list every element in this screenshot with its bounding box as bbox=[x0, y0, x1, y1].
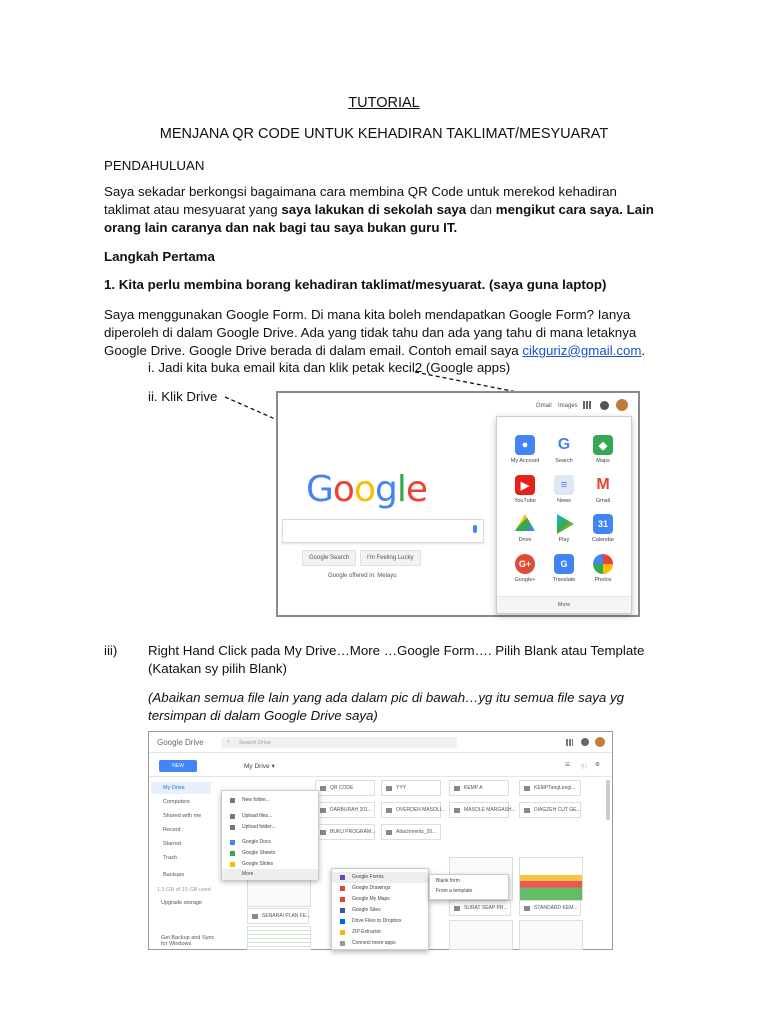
file-tile[interactable]: MASOLE MARGASH... bbox=[449, 802, 509, 818]
menu-connect-apps[interactable]: Connect more apps bbox=[332, 938, 428, 949]
drive-search-placeholder: Search Drive bbox=[239, 740, 271, 746]
file-thumbnail[interactable] bbox=[247, 926, 311, 950]
search-g-icon: G bbox=[554, 435, 574, 455]
app-maps[interactable]: ◆ Maps bbox=[583, 435, 623, 464]
app-news[interactable]: ≡ News bbox=[544, 475, 584, 504]
step1-line-2: diperoleh di dalam Google Drive. Ada yang tidak tahu dan ada yang tahu di mana letaknya bbox=[104, 325, 637, 340]
avatar[interactable] bbox=[616, 399, 628, 411]
step3-note-2: tersimpan di dalam Google Drive saya) bbox=[148, 708, 378, 723]
menu-upload-folder[interactable]: Upload folder... bbox=[222, 822, 318, 833]
upgrade-storage-link[interactable]: Upgrade storage bbox=[161, 900, 202, 906]
intro-line-3: orang lain caranya dan nak bagi tau saya bukan guru IT. bbox=[104, 220, 458, 235]
list-view-icon[interactable]: ☰ bbox=[565, 762, 570, 768]
step1-item-i: i. Jadi kita buka email kita dan klik petak kecil2 (Google apps) bbox=[148, 360, 511, 375]
apps-grid-icon[interactable] bbox=[566, 739, 573, 746]
menu-google-drawings[interactable]: Google Drawings bbox=[332, 883, 428, 894]
maps-icon: ◆ bbox=[593, 435, 613, 455]
info-icon[interactable]: ⓘ bbox=[581, 764, 587, 770]
apps-grid-icon[interactable] bbox=[583, 401, 591, 409]
intro-line-1: Saya sekadar berkongsi bagaimana cara membina QR Code untuk merekod kehadiran bbox=[104, 184, 617, 199]
app-gmail[interactable]: M Gmail bbox=[583, 475, 623, 504]
menu-zip-extractor[interactable]: ZIP Extractor bbox=[332, 927, 428, 938]
step-heading: Langkah Pertama bbox=[104, 249, 215, 264]
app-play[interactable]: Play bbox=[544, 514, 584, 543]
app-youtube[interactable]: ▶ YouTube bbox=[505, 475, 545, 504]
app-search[interactable]: G Search bbox=[555, 436, 573, 464]
sidebar-item-my-drive[interactable]: My Drive bbox=[163, 785, 185, 791]
step3-line-1: Right Hand Click pada My Drive…More …Google Form…. Pilih Blank atau Template bbox=[148, 643, 645, 658]
menu-google-sheets[interactable]: Google Sheets bbox=[222, 848, 318, 859]
more-apps-button[interactable]: More bbox=[497, 596, 631, 613]
menu-more[interactable]: More bbox=[222, 869, 318, 880]
menu-dropbox[interactable]: Drive Files to Dropbox bbox=[332, 916, 428, 927]
menu-google-forms[interactable]: Google Forms bbox=[332, 872, 428, 883]
step1-line-1: Saya menggunakan Google Form. Di mana kita boleh mendapatkan Google Form? Ianya bbox=[104, 307, 631, 322]
images-link[interactable]: Images bbox=[558, 403, 578, 409]
backup-sync-link[interactable]: Get Backup and Sync for Windows bbox=[161, 935, 215, 947]
file-tile[interactable]: KEMP A bbox=[449, 780, 509, 796]
app-calendar[interactable]: 31 Calendar bbox=[583, 514, 623, 543]
file-tile[interactable]: QR CODE bbox=[315, 780, 375, 796]
step3-line-2: (Katakan sy pilih Blank) bbox=[148, 661, 287, 676]
file-tile[interactable]: YYY bbox=[381, 780, 441, 796]
step1-line-3: Google Drive. Google Drive berada di dalam email. Contoh email saya cikguriz@gmail.com. bbox=[104, 343, 646, 358]
file-thumbnail[interactable] bbox=[519, 857, 583, 901]
file-thumbnail[interactable] bbox=[449, 920, 513, 950]
menu-blank-form[interactable]: Blank form bbox=[436, 878, 460, 884]
intro-heading: PENDAHULUAN bbox=[104, 158, 205, 173]
divider bbox=[149, 776, 612, 777]
sidebar-item-recent[interactable]: Recent bbox=[163, 827, 181, 833]
sidebar-item-computers[interactable]: Computers bbox=[163, 799, 190, 805]
menu-google-sites[interactable]: Google Sites bbox=[332, 905, 428, 916]
gmail-icon: M bbox=[593, 475, 613, 495]
app-drive[interactable]: Drive bbox=[505, 514, 545, 543]
drive-icon bbox=[515, 514, 535, 534]
app-google-plus[interactable]: G+ Google+ bbox=[505, 554, 545, 583]
file-tile[interactable]: SURAT SEAP PR... bbox=[449, 900, 511, 916]
step3-number: iii) bbox=[104, 643, 118, 658]
sidebar-item-trash[interactable]: Trash bbox=[163, 855, 177, 861]
menu-new-folder[interactable]: New folder... bbox=[222, 795, 318, 806]
settings-icon[interactable]: ⚙ bbox=[595, 762, 600, 768]
new-button[interactable]: NEW bbox=[159, 760, 197, 772]
google-plus-icon: G+ bbox=[515, 554, 535, 574]
file-tile[interactable]: KEMPTangLengi... bbox=[519, 780, 581, 796]
scrollbar[interactable] bbox=[606, 780, 610, 820]
email-link[interactable]: cikguriz@gmail.com bbox=[522, 343, 642, 358]
file-tile[interactable]: Attachments_20... bbox=[381, 824, 441, 840]
context-menu bbox=[221, 790, 319, 880]
google-search-input[interactable] bbox=[282, 519, 484, 543]
google-apps-panel bbox=[496, 416, 632, 614]
translate-icon: G bbox=[554, 554, 574, 574]
sidebar-item-backups[interactable]: Backups bbox=[163, 872, 185, 878]
menu-google-slides[interactable]: Google Slides bbox=[222, 859, 318, 870]
google-apps-screenshot bbox=[276, 391, 640, 617]
file-thumbnail[interactable] bbox=[519, 920, 583, 950]
storage-usage: 1.3 GB of 15 GB used bbox=[157, 887, 211, 893]
more-submenu bbox=[331, 868, 429, 950]
sidebar-item-starred[interactable]: Starred bbox=[163, 841, 182, 847]
youtube-icon: ▶ bbox=[515, 475, 535, 495]
menu-google-docs[interactable]: Google Docs bbox=[222, 837, 318, 848]
my-account-icon: ● bbox=[515, 435, 535, 455]
microphone-icon[interactable] bbox=[473, 525, 477, 533]
gmail-link[interactable]: Gmail bbox=[536, 403, 552, 409]
calendar-icon: 31 bbox=[593, 514, 613, 534]
google-search-button[interactable]: Google Search bbox=[302, 550, 356, 566]
app-photos[interactable]: Photos bbox=[583, 554, 623, 583]
page-title: TUTORIAL bbox=[348, 95, 420, 111]
forms-submenu bbox=[429, 874, 509, 900]
file-tile[interactable]: DIAGZEH CUT GE... bbox=[519, 802, 581, 818]
page-subtitle: MENJANA QR CODE UNTUK KEHADIRAN TAKLIMAT/MESYUARAT bbox=[159, 126, 609, 142]
step1-item-ii: ii. Klik Drive bbox=[148, 389, 218, 404]
drive-search-icon: ⌕ bbox=[227, 739, 231, 745]
intro-line-2: taklimat atau mesyuarat yang saya lakukan di sekolah saya dan mengikut cara saya. Lain bbox=[104, 202, 654, 217]
menu-upload-files[interactable]: Upload files... bbox=[222, 811, 318, 822]
google-logo: Google bbox=[306, 469, 427, 510]
notifications-icon[interactable] bbox=[581, 738, 589, 746]
news-icon: ≡ bbox=[554, 475, 574, 495]
menu-from-template[interactable]: From a template bbox=[436, 888, 473, 894]
menu-google-my-maps[interactable]: Google My Maps bbox=[332, 894, 428, 905]
play-icon bbox=[554, 514, 574, 534]
app-my-account[interactable]: ● My Account bbox=[505, 435, 545, 464]
file-tile[interactable]: OVERDEN MASOLI... bbox=[381, 802, 441, 818]
step3-note-1: (Abaikan semua file lain yang ada dalam pic di bawah…yg itu semua file saya yg bbox=[148, 690, 624, 705]
file-tile[interactable]: STANDARD KEM... bbox=[519, 900, 581, 916]
step1-heading: 1. Kita perlu membina borang kehadiran taklimat/mesyuarat. (saya guna laptop) bbox=[104, 277, 607, 292]
drive-brand: Google Drive bbox=[157, 738, 204, 747]
file-tile[interactable]: SENARAI PLAN FE... bbox=[247, 908, 309, 924]
feeling-lucky-button[interactable]: I'm Feeling Lucky bbox=[360, 550, 421, 566]
google-drive-screenshot bbox=[148, 731, 613, 950]
offered-in-text: Google offered in: Melayu bbox=[328, 573, 397, 579]
photos-icon bbox=[593, 554, 613, 574]
file-tile[interactable]: BUKU PROGRAM... bbox=[315, 824, 375, 840]
file-tile[interactable]: DARBURAH 201... bbox=[315, 802, 375, 818]
notifications-icon[interactable] bbox=[600, 401, 609, 410]
sidebar-item-shared[interactable]: Shared with me bbox=[163, 813, 202, 819]
app-translate[interactable]: G Translate bbox=[544, 554, 584, 583]
my-drive-dropdown[interactable]: My Drive ▾ bbox=[244, 763, 275, 770]
avatar[interactable] bbox=[595, 737, 605, 747]
